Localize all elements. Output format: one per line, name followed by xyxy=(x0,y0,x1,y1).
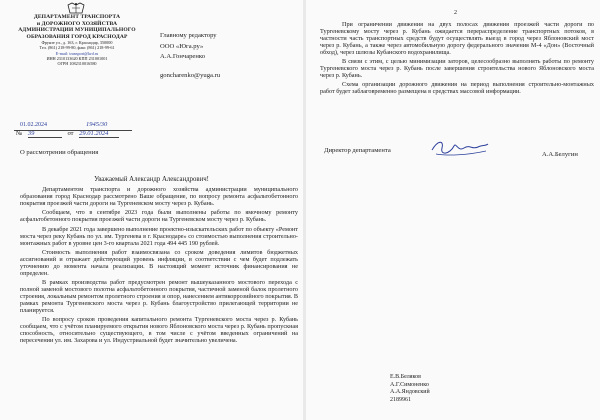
header-inn: ИНН 2310133620 КПП 231001001 xyxy=(46,55,108,61)
body-paragraph: Стоимость выполнения работ взаимосвязана со сроком доведения лимитов бюджетных ассигнований и отражает действующий уровень инфляции, в соответствии с чем будет подлежать уточнению до момента начала реализации. В настоящий момент источник финансирования не определен. xyxy=(20,249,298,277)
addressee-name: А.А.Гончаренко xyxy=(160,53,206,60)
stamp-number: 1945/30 xyxy=(86,121,108,128)
body-paragraph: В рамках производства работ предусмотрен ремонт вышеуказанного мостового перехода с полной заменой мостового полотна асфальтобетонного покрытия, частичной заменой балок пролетного строения, локальным ремонтом пролетного строения и опор, нанесением антикоррозийного покрытия. В рамках ремонта Тургеневского моста через р. Кубань благоустройство прилегающей территории не планируется. xyxy=(20,279,298,314)
stamp-date: 01.02.2024 xyxy=(20,122,47,128)
number-value: 39 xyxy=(28,130,62,138)
header-line: ДЕПАРТАМЕНТ ТРАНСПОРТА xyxy=(33,14,121,20)
addressee-organization: ООО «Юга.ру» xyxy=(160,42,204,50)
body-paragraph: В декабре 2021 года завершено выполнение проектно-изыскательских работ по объекту «Ремонт моста через реку Кубань по ул. им. Тургенева в г. Краснодаре» со стоимостью выполнения строительно-монтажных работ в уровне цен 3-го квартала 2021 года 494 445 190 рублей. xyxy=(20,225,298,247)
body-paragraph: По вопросу сроков проведения капитального ремонта Тургеневского моста через р. Кубань сообщаем, что с учётом планируемого открытия нового Яблоновского моста через р. Кубань пропускная способность, относительно существующего, в том числе с учётом введенных ограничений на пересечении ул. им. Захарова и ул. Индустриальной будет значительно увеличена. xyxy=(20,316,298,345)
signatory-title: Директор департамента xyxy=(324,147,391,154)
date-value: 29.01.2024 xyxy=(79,130,119,138)
letter-body-continued xyxy=(320,22,594,99)
body-paragraph: Схема организации дорожного движения на период выполнения строительно-монтажных работ будет заблаговременно размещена в средствах массовой информации. xyxy=(320,81,594,96)
number-label: № xyxy=(16,130,23,137)
letter-body xyxy=(20,187,298,348)
addressee-block xyxy=(160,31,300,81)
executors-block xyxy=(390,374,430,404)
coat-of-arms-icon xyxy=(66,2,86,14)
body-paragraph: При ограничении движения на двух полосах движения проезжей части дороги по Тургеневскому мосту через р. Кубань ожидается перераспределение транспортных потоков, в частности часть транспортных средств будут осуществлять выезд в город через Яблоновский мост через р. Кубань, а также через автомобильную дорогу федерального значения М-4 «Дон» (Восточный обход), через шлюзы Кубанского водохранилища. xyxy=(320,21,594,56)
executor-phone: 2189961 xyxy=(390,396,411,403)
letter-subject: О рассмотрении обращения xyxy=(20,149,99,156)
addressee-position: Главному редактору xyxy=(160,32,217,39)
header-address: Фрунзе ул., д. 163, г. Краснодар, 350000 xyxy=(41,40,113,46)
header-email: E-mail: transport@krd.ru xyxy=(55,50,99,56)
executor-name: А.А.Яндовский xyxy=(390,389,430,396)
outgoing-number-row xyxy=(16,130,123,138)
executor-name: Е.В.Беляков xyxy=(390,374,421,380)
letter-salutation: Уважаемый Александр Александрович! xyxy=(94,176,209,183)
body-paragraph: В связи с этим, с целью минимизации заторов, целесообразно выполнять работы по ремонту Тургеневского моста через р. Кубань после завершения строительства нового Яблоновского моста через р. Кубань. xyxy=(320,58,594,79)
signatory-name: А.А.Белугин xyxy=(542,151,578,158)
header-line: АДМИНИСТРАЦИИ МУНИЦИПАЛЬНОГО xyxy=(18,27,136,34)
department-header xyxy=(12,14,142,66)
header-phone: Тел. (861) 218-99-80, факс (861) 218-99-61 xyxy=(39,45,115,51)
date-label: от xyxy=(67,130,74,137)
header-line: и ДОРОЖНОГО ХОЗЯЙСТВА xyxy=(36,20,118,27)
header-ogrn: ОГРН 1082310016580 xyxy=(57,60,97,66)
body-paragraph: Департаментом транспорта и дорожного хозяйства администрации муниципального образования город Краснодар рассмотрено Ваше обращение, по вопросу ремонта асфальтобетонного покрытия проезжей части дороги на Тургеневском мосту через р. Кубань. xyxy=(20,186,298,207)
addressee-email: goncharenko@yuga.ru xyxy=(160,71,221,79)
handwritten-signature-icon xyxy=(428,136,490,160)
letter-page-2 xyxy=(306,0,600,420)
page-number: 2 xyxy=(454,10,457,16)
body-paragraph: Сообщаем, что в сентябре 2023 года были выполнены работы по ямочному ремонту асфальтобетонного покрытия проезжей части дороги на Тургеневском мосту через р. Кубань. xyxy=(20,209,298,224)
header-line: ОБРАЗОВАНИЯ ГОРОД КРАСНОДАР xyxy=(26,33,128,40)
executor-name: А.Г.Симоненко xyxy=(390,381,429,388)
